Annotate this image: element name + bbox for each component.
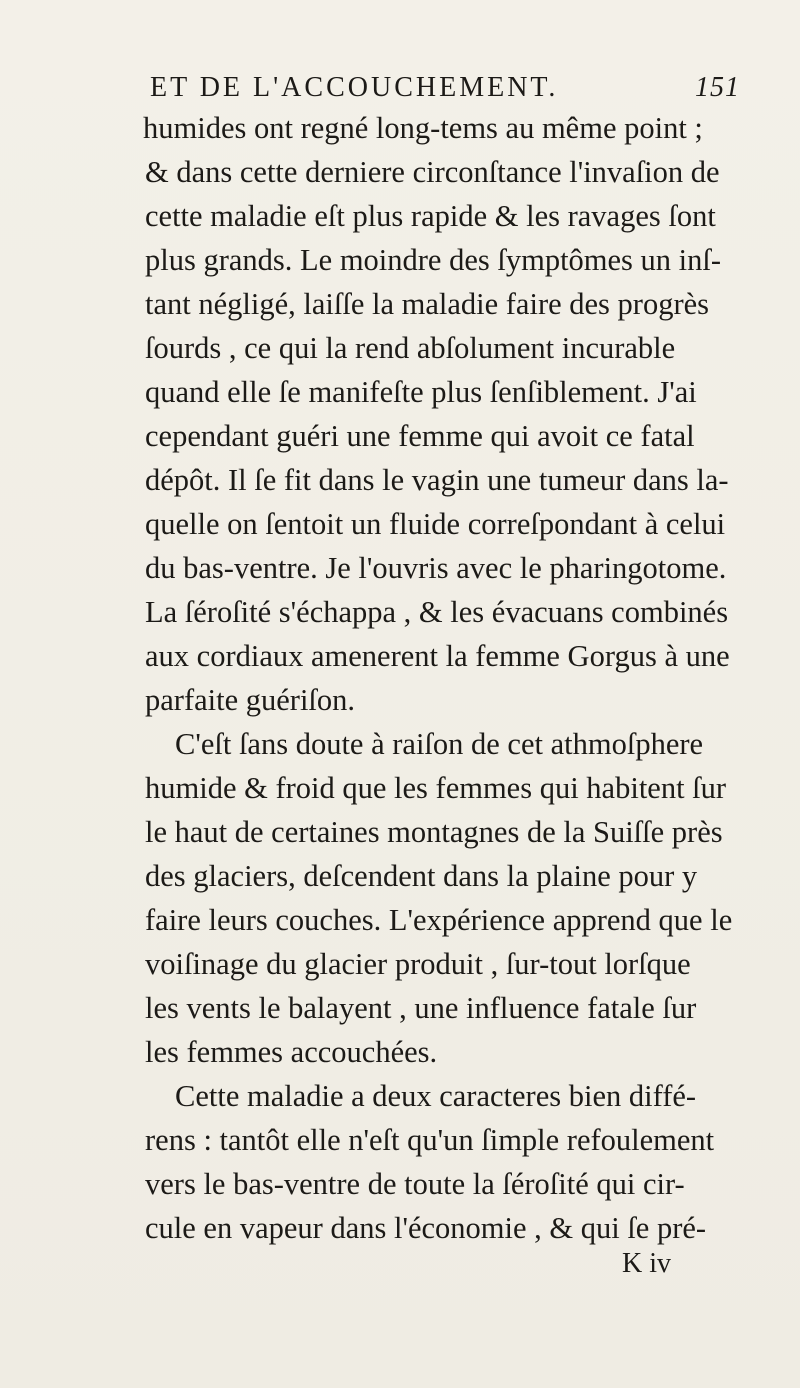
text-line: cependant guéri une femme qui avoit ce fatal <box>145 419 695 453</box>
text-line: Cette maladie a deux caracteres bien diffé- <box>175 1079 697 1113</box>
text-line: ſourds , ce qui la rend abſolument incurable <box>145 331 676 365</box>
text-line: & dans cette derniere circonſtance l'invaſion de <box>145 155 720 189</box>
text-line: du bas-ventre. Je l'ouvris avec le pharingotome. <box>145 551 727 585</box>
text-line: voiſinage du glacier produit , ſur-tout lorſque <box>145 947 691 981</box>
page-number: 151 <box>695 72 740 103</box>
text-line: aux cordiaux amenerent la femme Gorgus à une <box>145 639 730 673</box>
signature-mark: K iv <box>622 1248 671 1279</box>
text-line: faire leurs couches. L'expérience apprend que le <box>145 903 733 937</box>
text-line: des glaciers, deſcendent dans la plaine pour y <box>145 859 698 893</box>
text-line: les vents le balayent , une influence fatale ſur <box>145 991 697 1025</box>
text-line: cule en vapeur dans l'économie , & qui ſe pré- <box>145 1211 707 1245</box>
text-line: humides ont regné long-tems au même point ; <box>143 111 703 145</box>
page-header <box>150 72 740 110</box>
text-line: humide & froid que les femmes qui habitent ſur <box>145 771 727 805</box>
text-line: parfaite guériſon. <box>145 683 356 717</box>
text-line: C'eſt ſans doute à raiſon de cet athmoſphere <box>175 727 704 761</box>
text-line: quelle on ſentoit un fluide correſpondant à celui <box>145 507 726 541</box>
text-line: plus grands. Le moindre des ſymptômes un inſ- <box>145 243 722 277</box>
text-line: cette maladie eſt plus rapide & les ravages ſont <box>145 199 716 233</box>
text-line: dépôt. Il ſe fit dans le vagin une tumeur dans la- <box>145 463 729 497</box>
text-line: quand elle ſe manifeſte plus ſenſiblement. J'ai <box>145 375 697 409</box>
text-line: tant négligé, laiſſe la maladie faire des progrès <box>145 287 710 321</box>
text-line: vers le bas-ventre de toute la ſéroſité qui cir- <box>145 1167 685 1201</box>
running-title: ET DE L'ACCOUCHEMENT. <box>150 72 559 103</box>
text-line: les femmes accouchées. <box>145 1035 438 1069</box>
text-line: La ſéroſité s'échappa , & les évacuans combinés <box>145 595 729 629</box>
text-line: rens : tantôt elle n'eſt qu'un ſimple refoulement <box>145 1123 715 1157</box>
text-line: le haut de certaines montagnes de la Suiſſe près <box>145 815 723 849</box>
